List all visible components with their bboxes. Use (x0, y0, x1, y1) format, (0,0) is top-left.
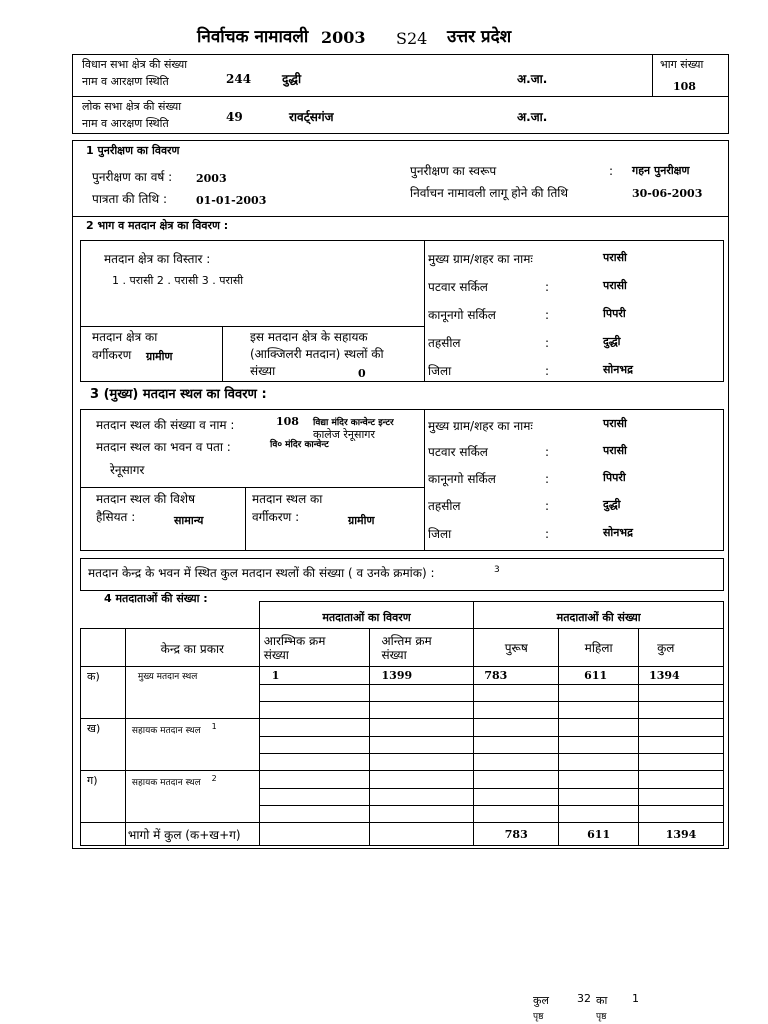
state-code: S24 (396, 29, 428, 48)
section2-heading: 2 भाग व मतदान क्षेत्र का विवरण : (86, 219, 229, 232)
tehsil-value: दुद्धी (603, 498, 621, 511)
row-type: सहायक मतदान स्थल $^1$ (125, 719, 259, 771)
end-serial-header: अन्तिम क्रम संख्या (369, 629, 474, 667)
row-type: मुख्य मतदान स्थल (125, 667, 259, 719)
part-number: 108 (673, 80, 696, 93)
district-label: जिला (428, 364, 452, 378)
eligibility-date-label: पात्रता की तिथि : (92, 192, 168, 206)
assembly-label-line1: विधान सभा क्षेत्र की संख्या (82, 58, 188, 71)
parliament-label-line1: लोक सभा क्षेत्र की संख्या (82, 100, 182, 113)
revision-year-label: पुनरीक्षण का वर्ष : (92, 170, 173, 184)
aux-stations-label-line1: इस मतदान क्षेत्र के सहायक (250, 330, 368, 344)
patwari-value: परासी (603, 444, 627, 457)
section4-heading: 4 मतदाताओं की संख्या : (104, 592, 208, 605)
assembly-reservation: अ.जा. (517, 72, 548, 86)
village-label: मुख्य ग्राम/शहर का नामः (428, 419, 533, 433)
aux-stations-value: 0 (358, 367, 366, 380)
station-special-label-line1: मतदान स्थल की विशेष (96, 492, 196, 506)
eligibility-date-value: 01-01-2003 (196, 194, 267, 207)
footer-total-label: कुल (533, 994, 549, 1007)
building-value: वि० मंदिर कान्वेन्ट (270, 440, 329, 450)
effective-date-value: 30-06-2003 (632, 187, 703, 200)
male-header: पुरूष (474, 629, 559, 667)
footer-page-word: पृष्ठ (596, 1012, 607, 1022)
kanungo-value: पिपरी (603, 307, 626, 320)
centre-count-value: 3 (494, 565, 500, 575)
row-key: ग) (81, 771, 126, 823)
station-special-value: सामान्य (174, 514, 204, 527)
patwari-label: पटवार सर्किल (428, 280, 488, 294)
revision-nature-value: गहन पुनरीक्षण (632, 164, 690, 177)
footer-page-count: 32 (577, 992, 591, 1005)
parliament-reservation: अ.जा. (517, 110, 548, 124)
row-key: क) (81, 667, 126, 719)
kanungo-label: कानूनगो सर्किल (428, 308, 496, 322)
kanungo-value: पिपरी (603, 471, 626, 484)
colon: : (545, 499, 550, 513)
colon: : (545, 527, 550, 541)
footer-page-number: 1 (632, 992, 639, 1005)
row-female: 611 (559, 667, 639, 685)
station-number: 108 (276, 415, 299, 428)
state-name: उत्तर प्रदेश (447, 27, 512, 47)
polling-area-extent-label: मतदान क्षेत्र का विस्तार : (104, 252, 211, 266)
revision-nature-label: पुनरीक्षण का स्वरूप (410, 164, 497, 178)
parliament-name: रावर्ट्सगंज (289, 110, 334, 124)
station-class-value: ग्रामीण (348, 514, 375, 527)
total-header: कुल (639, 629, 724, 667)
kanungo-label: कानूनगो सर्किल (428, 472, 496, 486)
row-start: 1 (259, 667, 369, 685)
building-label: मतदान स्थल का भवन व पता : (96, 440, 231, 454)
station-name-line1: विद्या मंदिर कान्वेन्ट इन्टर (313, 418, 394, 428)
district-label: जिला (428, 527, 452, 541)
tehsil-label: तहसील (428, 336, 461, 350)
assembly-name: दुद्धी (282, 72, 302, 86)
station-special-label-line2: हैसियत : (96, 510, 136, 524)
colon: : (609, 164, 614, 178)
colon: : (545, 280, 550, 294)
polling-area-extent-value: 1 . परासी 2 . परासी 3 . परासी (112, 274, 244, 287)
station-label: मतदान स्थल की संख्या व नाम : (96, 418, 235, 432)
area-class-label-line2: वर्गीकरण (92, 348, 132, 362)
effective-date-label: निर्वाचन नामावली लागू होने की तिथि (410, 186, 569, 200)
station-name-line2: कालेज रेनूसागर (313, 428, 375, 441)
aux-stations-label-line2: (आक्जिलरी मतदान) स्थलों की (250, 347, 384, 361)
tehsil-value: दुद्धी (603, 335, 621, 348)
village-label: मुख्य ग्राम/शहर का नामः (428, 252, 533, 266)
patwari-value: परासी (603, 279, 627, 292)
station-class-label-line1: मतदान स्थल का (252, 492, 323, 506)
row-type: सहायक मतदान स्थल $^2$ (125, 771, 259, 823)
village-value: परासी (603, 251, 627, 264)
document-title: निर्वाचक नामावली (197, 27, 309, 47)
voters-count-header: मतदाताओं की संख्या (474, 602, 724, 629)
area-class-value: ग्रामीण (146, 350, 173, 363)
footer-of-label: का (596, 994, 608, 1007)
row-end: 1399 (369, 667, 474, 685)
tehsil-label: तहसील (428, 499, 461, 513)
colon: : (545, 472, 550, 486)
parliament-label-line2: नाम व आरक्षण स्थिति (82, 117, 169, 130)
row-male: 783 (474, 667, 559, 685)
row-total: 1394 (639, 667, 724, 685)
start-serial-header: आरम्भिक क्रम संख्या (259, 629, 369, 667)
section1-heading: 1 पुनरीक्षण का विवरण (86, 144, 180, 157)
centre-type-header: केन्द्र का प्रकार (125, 629, 259, 667)
station-address: रेनूसागर (110, 463, 145, 477)
colon: : (545, 336, 550, 350)
footer-page-word: पृष्ठ (533, 1012, 544, 1022)
voters-details-header: मतदाताओं का विवरण (259, 602, 474, 629)
total-female: 611 (559, 823, 639, 846)
village-value: परासी (603, 417, 627, 430)
revision-year-value: 2003 (196, 172, 227, 185)
area-class-label-line1: मतदान क्षेत्र का (92, 330, 158, 344)
total-male: 783 (474, 823, 559, 846)
part-number-label: भाग संख्या (660, 58, 704, 71)
section3-heading: 3 (मुख्य) मतदान स्थल का विवरण : (90, 387, 267, 402)
colon: : (545, 364, 550, 378)
patwari-label: पटवार सर्किल (428, 445, 488, 459)
female-header: महिला (559, 629, 639, 667)
aux-stations-label-line3: संख्या (250, 364, 276, 378)
centre-count-label: मतदान केन्द्र के भवन में स्थित कुल मतदान स्थलों की संख्या ( व उनके क्रमांक) : (88, 566, 435, 580)
total-total: 1394 (639, 823, 724, 846)
parliament-number: 49 (226, 110, 243, 124)
colon: : (545, 308, 550, 322)
voters-table (80, 601, 724, 846)
district-value: सोनभद्र (603, 363, 633, 376)
row-key: ख) (81, 719, 126, 771)
assembly-label-line2: नाम व आरक्षण स्थिति (82, 75, 169, 88)
district-value: सोनभद्र (603, 526, 633, 539)
colon: : (545, 445, 550, 459)
total-row-label: भागो में कुल (क+ख+ग) (125, 823, 259, 846)
assembly-number: 244 (226, 72, 252, 86)
station-class-label-line2: वर्गीकरण : (252, 510, 300, 524)
document-year: 2003 (321, 28, 366, 47)
